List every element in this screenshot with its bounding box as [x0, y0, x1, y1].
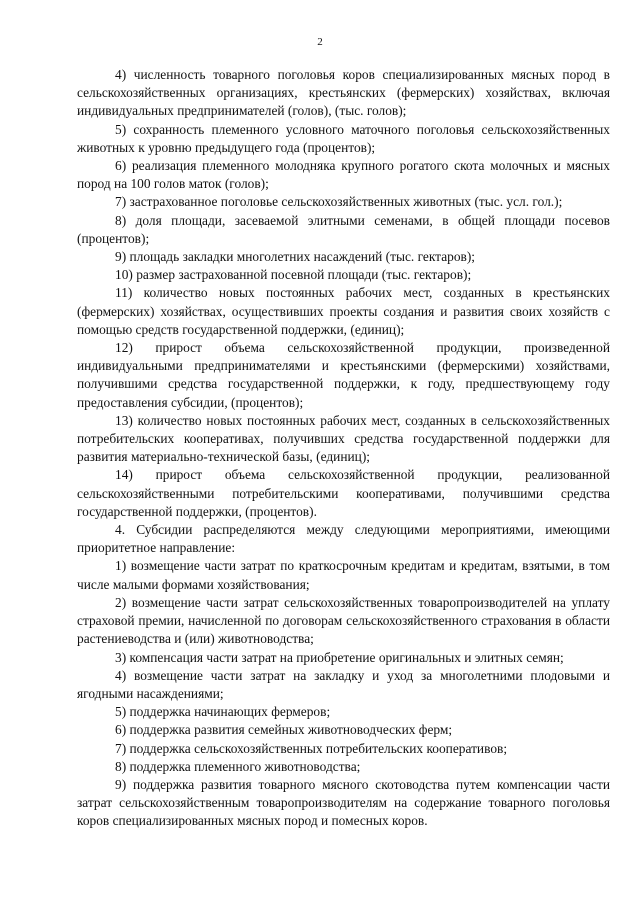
document-body — [77, 66, 610, 831]
paragraph-measure-9: 9) поддержка развития товарного мясного скотоводства путем компенсации части затрат сельскохозяйственным товаропроизводителям на содержание товарного поголовья коров специализированных мясных пород и помесных коров. — [77, 776, 610, 829]
paragraph-item-10: 10) размер застрахованной посевной площади (тыс. гектаров); — [115, 267, 472, 283]
paragraph-item-4: 4) численность товарного поголовья коров специализированных мясных пород в сельскохозяйственных организациях, крестьянских (фермерских) хозяйствах, включая индивидуальных предпринимателей (голов), (тыс. голов); — [77, 67, 610, 119]
paragraph-item-12: 12) прирост объема сельскохозяйственной продукции, произведенной индивидуальными предпринимателями и крестьянскими (фермерскими) хозяйствами, получившими средства государственной поддержки, к году, предшествующему году предоставления субсидии, (процентов); — [77, 340, 610, 410]
paragraph-measure-2: 2) возмещение части затрат сельскохозяйственных товаропроизводителей на уплату страховой премии, начисленной по договорам сельскохозяйственного страхования в области растениеводства и (или) животноводства; — [77, 594, 610, 647]
paragraph-item-9: 9) площадь закладки многолетних насаждений (тыс. гектаров); — [115, 249, 476, 265]
paragraph-item-14: 14) прирост объема сельскохозяйственной продукции, реализованной сельскохозяйственными потребительскими кооперативами, получившими средства государственной поддержки, (процентов). — [77, 467, 610, 519]
paragraph-measure-6: 6) поддержка развития семейных животноводческих ферм; — [115, 722, 453, 738]
paragraph-item-6: 6) реализация племенного молодняка крупного рогатого скота молочных и мясных пород на 100 голов маток (голов); — [77, 158, 610, 192]
paragraph-item-7: 7) застрахованное поголовье сельскохозяйственных животных (тыс. усл. гол.); — [115, 194, 563, 210]
paragraph-measure-1: 1) возмещение части затрат по краткосрочным кредитам и кредитам, взятыми, в том числе малыми формами хозяйствования; — [77, 558, 610, 592]
paragraph-measure-5: 5) поддержка начинающих фермеров; — [115, 704, 331, 720]
paragraph-measure-8: 8) поддержка племенного животноводства; — [115, 758, 361, 774]
paragraph-measure-3: 3) компенсация части затрат на приобретение оригинальных и элитных семян; — [115, 649, 564, 665]
paragraph-item-8: 8) доля площади, засеваемой элитными семенами, в общей площади посевов (процентов); — [77, 212, 610, 246]
paragraph-item-5: 5) сохранность племенного условного маточного поголовья сельскохозяйственных животных к уровню предыдущего года (процентов); — [77, 121, 610, 155]
paragraph-measure-4: 4) возмещение части затрат на закладку и уход за многолетними плодовыми и ягодными насаждениями; — [77, 667, 610, 701]
paragraph-item-13: 13) количество новых постоянных рабочих мест, созданных в сельскохозяйственных потребительских кооперативах, получивших средства государственной поддержки для развития материально-технической базы, (единиц); — [77, 412, 610, 465]
paragraph-section-4: 4. Субсидии распределяются между следующими мероприятиями, имеющими приоритетное направление: — [77, 522, 610, 556]
page-number: 2 — [317, 36, 323, 48]
paragraph-item-11: 11) количество новых постоянных рабочих мест, созданных в крестьянских (фермерских) хозяйствах, осуществивших проекты создания и развития своих хозяйств с помощью средств государственной поддержки, (единиц); — [77, 285, 610, 337]
paragraph-measure-7: 7) поддержка сельскохозяйственных потребительских кооперативов; — [115, 740, 508, 756]
